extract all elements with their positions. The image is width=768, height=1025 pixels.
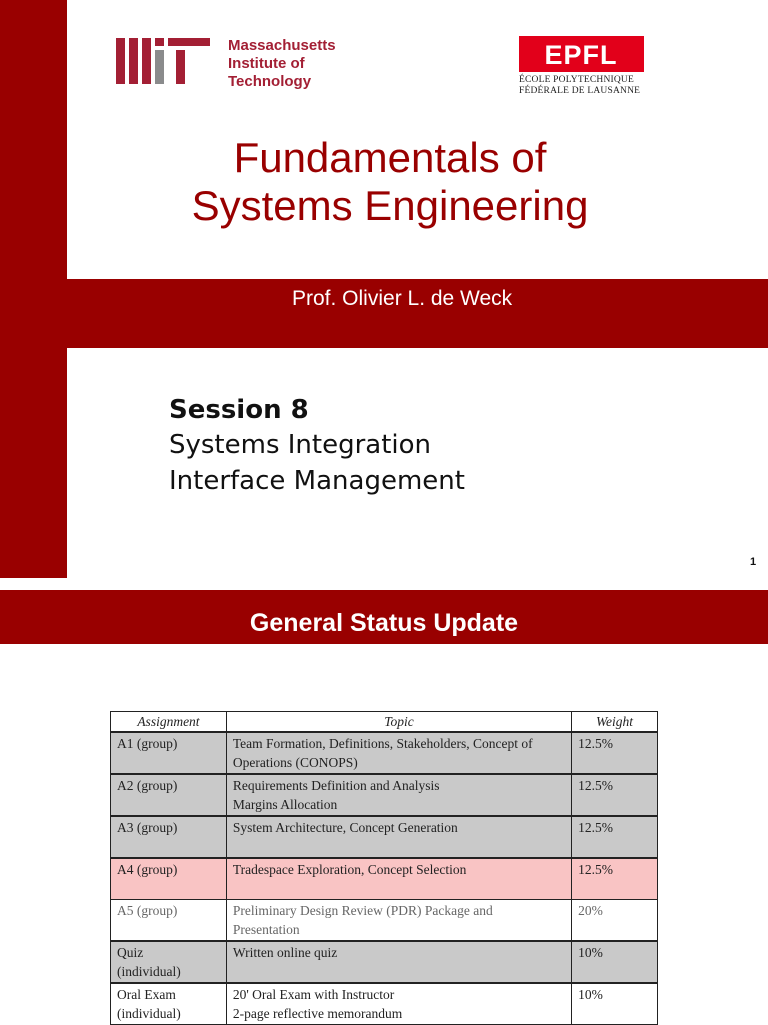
- assignment-cell: [111, 900, 227, 942]
- weight-cell: 10%: [572, 941, 658, 983]
- status-slide: [0, 578, 768, 1024]
- assignment-cell-line: A1 (group): [117, 736, 178, 751]
- assignment-cell-line: Oral Exam: [117, 987, 176, 1002]
- table-row: [111, 900, 658, 942]
- table-row: [111, 941, 658, 983]
- topic-cell: [226, 941, 571, 983]
- weight-cell: 12.5%: [572, 774, 658, 816]
- course-title-line: Systems Engineering: [191, 182, 589, 229]
- topic-cell-line: Tradespace Exploration, Concept Selection: [232, 862, 467, 877]
- professor-name: Prof. Olivier L. de Weck: [292, 287, 513, 310]
- epfl-name-line: ÉCOLE POLYTECHNIQUE: [519, 75, 634, 85]
- topic-cell-line: Requirements Definition and Analysis: [232, 778, 440, 793]
- topic-cell-line: Margins Allocation: [232, 797, 338, 812]
- topic-cell: [226, 774, 571, 816]
- assignment-cell: [111, 816, 227, 858]
- topic-cell-line: Preliminary Design Review (PDR) Package and: [232, 903, 493, 918]
- topic-cell-line: Operations (CONOPS): [232, 755, 358, 770]
- table-row: [111, 774, 658, 816]
- session-topic: Interface Management: [169, 466, 465, 496]
- topic-cell-line: System Architecture, Concept Generation: [232, 820, 458, 835]
- mit-name-line: Technology: [228, 73, 312, 90]
- session-topic: Systems Integration: [169, 430, 432, 460]
- assignment-cell-line: A5 (group): [117, 903, 178, 918]
- assignment-cell-line: A4 (group): [117, 862, 178, 877]
- topic-cell: [226, 816, 571, 858]
- weight-cell: 12.5%: [572, 732, 658, 774]
- topic-cell-line: 2-page reflective memorandum: [232, 1006, 403, 1021]
- topic-cell: [226, 732, 571, 774]
- weight-cell: 10%: [572, 983, 658, 1025]
- assignment-cell-line: A2 (group): [117, 778, 178, 793]
- table-header-row: [111, 712, 658, 733]
- mit-name: [228, 37, 336, 91]
- mit-logo: [116, 38, 210, 84]
- weight-cell: 12.5%: [572, 816, 658, 858]
- assignment-cell-line: (individual): [117, 1006, 181, 1021]
- epfl-logo: [519, 36, 644, 72]
- header-stripe: [0, 590, 768, 598]
- epfl-name: [519, 75, 644, 97]
- topic-cell-line: Written online quiz: [232, 945, 338, 960]
- page-number: 1: [750, 556, 757, 568]
- mit-name-line: Institute of: [228, 55, 305, 72]
- topic-cell-line: 20' Oral Exam with Instructor: [232, 987, 395, 1002]
- assignment-cell: [111, 732, 227, 774]
- assignment-table: [110, 711, 658, 1025]
- epfl-logo-text: EPFL: [544, 40, 618, 70]
- assignment-cell-line: A3 (group): [117, 820, 178, 835]
- weight-cell: 20%: [572, 900, 658, 942]
- topic-cell: [226, 900, 571, 942]
- table-row: [111, 858, 658, 900]
- assignment-cell: [111, 858, 227, 900]
- session-label: Session 8: [169, 395, 309, 425]
- table-row: [111, 983, 658, 1025]
- topic-cell-line: Presentation: [232, 922, 300, 937]
- column-header: Weight: [572, 712, 658, 733]
- assignment-cell-line: (individual): [117, 964, 181, 979]
- table-row: [111, 816, 658, 858]
- table-row: [111, 732, 658, 774]
- assignment-cell: [111, 941, 227, 983]
- topic-cell: [226, 858, 571, 900]
- assignment-cell-line: Quiz: [117, 945, 144, 960]
- column-header: Topic: [226, 712, 571, 733]
- column-header: Assignment: [111, 712, 227, 733]
- topic-cell: [226, 983, 571, 1025]
- slide-title: General Status Update: [249, 609, 519, 637]
- mit-name-line: Massachusetts: [228, 37, 336, 54]
- weight-cell: 12.5%: [572, 858, 658, 900]
- course-title-line: Fundamentals of: [233, 134, 547, 181]
- course-title: [70, 134, 710, 230]
- topic-cell-line: Team Formation, Definitions, Stakeholders, Concept of: [232, 736, 533, 751]
- assignment-cell: [111, 774, 227, 816]
- assignment-cell: [111, 983, 227, 1025]
- epfl-name-line: FÉDÉRALE DE LAUSANNE: [519, 86, 641, 96]
